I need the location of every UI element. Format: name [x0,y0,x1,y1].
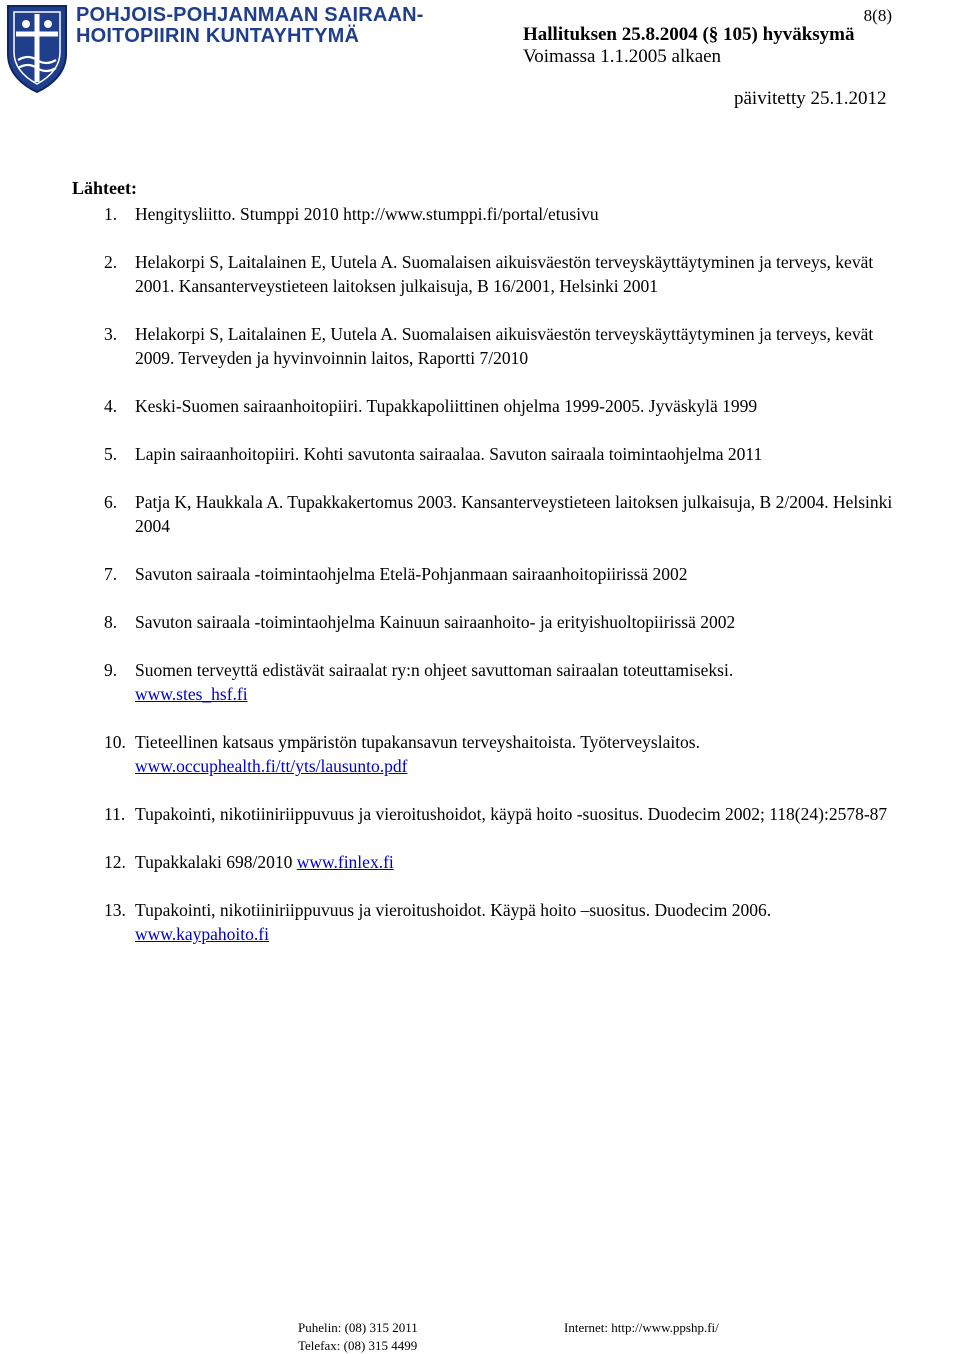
updated-date: päivitetty 25.1.2012 [734,88,887,109]
valid-from: Voimassa 1.1.2005 alkaen [523,46,722,67]
reference-number: 5. [104,444,118,464]
reference-text: Savuton sairaala -toimintaohjelma Kainuun sairaanhoito- ja erityishuoltopiirissä 2002 [135,612,736,632]
reference-text: Savuton sairaala -toimintaohjelma Etelä-Pohjanmaan sairaanhoitopiirissä 2002 [135,564,688,584]
reference-text: Suomen terveyttä edistävät sairaalat ry:n ohjeet savuttoman sairaalan toteuttamiseksi. [135,660,734,680]
reference-number: 8. [104,612,118,632]
page-number: 8(8) [863,6,892,25]
reference-item [72,610,902,634]
reference-item [72,850,902,874]
reference-number: 1. [104,204,118,224]
reference-number: 7. [104,564,118,584]
approval-note: Hallituksen 25.8.2004 (§ 105) hyväksymä [523,24,855,45]
reference-number: 13. [104,900,126,920]
reference-text: Tieteellinen katsaus ympäristön tupakansavun terveyshaitoista. Työterveyslaitos. [135,732,700,752]
reference-number: 9. [104,660,118,680]
reference-link[interactable]: www.stes_hsf.fi [135,684,248,704]
reference-item [72,250,902,298]
reference-item [72,898,902,946]
reference-text: Lapin sairaanhoitopiiri. Kohti savutonta sairaalaa. Savuton sairaala toimintaohjelma 2011 [135,444,763,464]
reference-item [72,730,902,778]
reference-link[interactable]: www.kaypahoito.fi [135,924,269,944]
footer-phone: Puhelin: (08) 315 2011 [298,1320,418,1335]
footer-internet: Internet: http://www.ppshp.fi/ [564,1320,719,1335]
reference-item [72,322,902,370]
reference-text: Helakorpi S, Laitalainen E, Uutela A. Suomalaisen aikuisväestön terveyskäyttäytyminen ja terveys, kevät 2009. Terveyden ja hyvinvoinnin laitos, Raportti 7/2010 [135,324,874,368]
footer-fax: Telefax: (08) 315 4499 [298,1338,418,1353]
reference-text: Helakorpi S, Laitalainen E, Uutela A. Suomalaisen aikuisväestön terveyskäyttäytyminen ja terveys, kevät 2001. Kansanterveystieteen laitoksen julkaisuja, B 16/2001, Helsinki 2001 [135,252,874,296]
reference-text: Tupakointi, nikotiiniriippuvuus ja vieroitushoidot, käypä hoito -suositus. Duodecim 2002; 118(24):2578-87 [135,804,888,824]
coat-of-arms-icon [4,2,70,94]
reference-item [72,802,902,826]
reference-number: 6. [104,492,118,512]
organization-name-line1: POHJOIS-POHJANMAAN SAIRAAN- [76,4,424,26]
reference-number: 2. [104,252,118,272]
references-heading: Lähteet: [72,178,137,198]
reference-text: Keski-Suomen sairaanhoitopiiri. Tupakkapoliittinen ohjelma 1999-2005. Jyväskylä 1999 [135,396,758,416]
reference-number: 12. [104,852,126,872]
reference-item [72,490,902,538]
reference-item [72,658,902,706]
reference-list [72,202,902,970]
reference-number: 10. [104,732,126,752]
reference-text: Hengitysliitto. Stumppi 2010 http://www.stumppi.fi/portal/etusivu [135,204,599,224]
reference-number: 11. [104,804,126,824]
reference-link[interactable]: www.finlex.fi [296,852,394,872]
reference-item [72,202,902,226]
reference-item [72,442,902,466]
reference-number: 3. [104,324,118,344]
reference-link[interactable]: www.occuphealth.fi/tt/yts/lausunto.pdf [135,756,408,776]
reference-text: Tupakointi, nikotiiniriippuvuus ja vieroitushoidot. Käypä hoito –suositus. Duodecim 2006. [135,900,772,920]
reference-text: Patja K, Haukkala A. Tupakkakertomus 2003. Kansanterveystieteen laitoksen julkaisuja, B 2/2004. Helsinki 2004 [135,492,893,536]
reference-text: Tupakkalaki 698/2010 [135,852,293,872]
reference-item [72,562,902,586]
organization-name-line2: HOITOPIIRIN KUNTAYHTYMÄ [76,25,360,47]
reference-number: 4. [104,396,118,416]
reference-item [72,394,902,418]
